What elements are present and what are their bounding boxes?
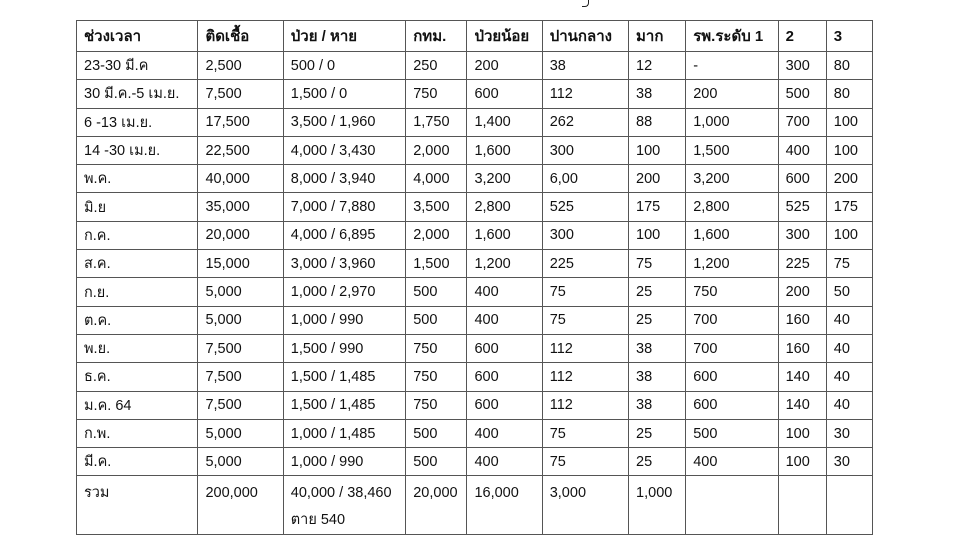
table-cell: 2,800	[686, 193, 778, 221]
table-cell: 7,500	[198, 334, 283, 362]
total-sick-recovered-cell	[283, 476, 405, 535]
table-cell: 300	[778, 52, 826, 80]
table-cell: 500	[778, 80, 826, 108]
total-hosp1-cell	[686, 476, 778, 535]
table-cell: 1,400	[467, 108, 542, 136]
table-cell: 500	[406, 306, 467, 334]
table-cell: 35,000	[198, 193, 283, 221]
table-cell: 38	[629, 363, 686, 391]
table-cell: 7,500	[198, 80, 283, 108]
table-cell: 4,000 / 3,430	[283, 136, 405, 164]
table-cell: 5,000	[198, 306, 283, 334]
table-cell: 225	[542, 250, 628, 278]
table-row	[77, 391, 873, 419]
table-row	[77, 136, 873, 164]
table-cell: 160	[778, 306, 826, 334]
table-cell: 500	[406, 419, 467, 447]
table-cell: 750	[686, 278, 778, 306]
page-corner-mark	[582, 0, 589, 7]
table-cell: 1,200	[467, 250, 542, 278]
table-cell: 30	[826, 448, 872, 476]
total-sick-recovered: 40,000 / 38,460	[290, 485, 392, 502]
column-header: ป่วย / หาย	[283, 21, 405, 52]
table-cell: 140	[778, 391, 826, 419]
table-cell: 400	[467, 419, 542, 447]
table-cell: 38	[542, 52, 628, 80]
total-hosp2-cell	[778, 476, 826, 535]
table-cell: 15,000	[198, 250, 283, 278]
table-cell: 1,000 / 2,970	[283, 278, 405, 306]
table-cell: 3,200	[467, 165, 542, 193]
table-cell: ก.พ.	[77, 419, 198, 447]
table-row	[77, 363, 873, 391]
table-cell: 500 / 0	[283, 52, 405, 80]
table-cell: 600	[467, 391, 542, 419]
table-cell: 400	[467, 306, 542, 334]
table-cell: มิ.ย	[77, 193, 198, 221]
column-header: ช่วงเวลา	[77, 21, 198, 52]
table-cell: 25	[629, 306, 686, 334]
table-cell: 100	[826, 108, 872, 136]
table-cell: 30 มี.ค.-5 เม.ย.	[77, 80, 198, 108]
table-cell: 262	[542, 108, 628, 136]
total-bangkok-cell: 20,000	[406, 476, 467, 535]
total-moderate-cell: 3,000	[542, 476, 628, 535]
column-header: ติดเชื้อ	[198, 21, 283, 52]
total-hosp3-cell	[826, 476, 872, 535]
table-cell: 112	[542, 363, 628, 391]
table-cell: 200	[686, 80, 778, 108]
table-cell: 100	[778, 448, 826, 476]
table-cell: 112	[542, 391, 628, 419]
column-header: รพ.ระดับ 1	[686, 21, 778, 52]
table-cell: 5,000	[198, 419, 283, 447]
table-cell: 1,000 / 990	[283, 448, 405, 476]
total-label-cell: รวม	[77, 476, 198, 535]
column-header: ป่วยน้อย	[467, 21, 542, 52]
table-cell: 750	[406, 391, 467, 419]
table-cell: 40	[826, 391, 872, 419]
table-cell: 100	[826, 221, 872, 249]
table-cell: 14 -30 เม.ย.	[77, 136, 198, 164]
table-cell: 30	[826, 419, 872, 447]
table-cell: ก.ย.	[77, 278, 198, 306]
table-cell: 1,500	[406, 250, 467, 278]
table-cell: 7,500	[198, 391, 283, 419]
table-cell: 100	[826, 136, 872, 164]
table-cell: 700	[686, 334, 778, 362]
table-cell: 1,500 / 1,485	[283, 363, 405, 391]
table-cell: 100	[629, 136, 686, 164]
table-cell: 75	[542, 278, 628, 306]
table-cell: 3,500 / 1,960	[283, 108, 405, 136]
table-cell: 300	[542, 221, 628, 249]
table-cell: 400	[686, 448, 778, 476]
table-body	[77, 52, 873, 476]
table-cell: 75	[542, 419, 628, 447]
table-cell: 200	[778, 278, 826, 306]
table-cell: 400	[467, 448, 542, 476]
table-row	[77, 448, 873, 476]
column-header: กทม.	[406, 21, 467, 52]
table-row	[77, 108, 873, 136]
header-row	[77, 21, 873, 52]
table-cell: 700	[778, 108, 826, 136]
table-cell: 400	[467, 278, 542, 306]
table-cell: 17,500	[198, 108, 283, 136]
table-cell: 80	[826, 52, 872, 80]
table-cell: 700	[686, 306, 778, 334]
table-cell: พ.ย.	[77, 334, 198, 362]
table-cell: 38	[629, 391, 686, 419]
total-deaths: ตาย 540	[290, 512, 346, 529]
table-cell: -	[686, 52, 778, 80]
table-cell: 600	[467, 363, 542, 391]
table-row	[77, 221, 873, 249]
table-cell: 300	[778, 221, 826, 249]
table-row	[77, 419, 873, 447]
table-cell: 100	[629, 221, 686, 249]
table-cell: 80	[826, 80, 872, 108]
table-cell: 600	[686, 391, 778, 419]
table-cell: ม.ค. 64	[77, 391, 198, 419]
table-cell: ธ.ค.	[77, 363, 198, 391]
table-cell: 600	[467, 80, 542, 108]
table-cell: 500	[406, 278, 467, 306]
table-cell: 400	[778, 136, 826, 164]
column-header: มาก	[629, 21, 686, 52]
table-cell: 20,000	[198, 221, 283, 249]
table-cell: 1,200	[686, 250, 778, 278]
table-cell: 75	[826, 250, 872, 278]
table-cell: 1,500 / 1,485	[283, 391, 405, 419]
table-cell: 4,000 / 6,895	[283, 221, 405, 249]
table-cell: 5,000	[198, 278, 283, 306]
table-row	[77, 306, 873, 334]
table-cell: 7,000 / 7,880	[283, 193, 405, 221]
table-cell: 175	[826, 193, 872, 221]
table-cell: 2,000	[406, 136, 467, 164]
table-cell: ต.ค.	[77, 306, 198, 334]
table-cell: 500	[406, 448, 467, 476]
table-cell: 8,000 / 3,940	[283, 165, 405, 193]
table-cell: 750	[406, 334, 467, 362]
table-row	[77, 165, 873, 193]
table-cell: 2,000	[406, 221, 467, 249]
total-mild-cell: 16,000	[467, 476, 542, 535]
total-infected-cell: 200,000	[198, 476, 283, 535]
total-severe-cell: 1,000	[629, 476, 686, 535]
table-row	[77, 80, 873, 108]
table-cell: 525	[778, 193, 826, 221]
table-cell: 112	[542, 80, 628, 108]
table-cell: 38	[629, 334, 686, 362]
table-cell: 1,600	[686, 221, 778, 249]
table-cell: 1,000 / 990	[283, 306, 405, 334]
table-cell: 112	[542, 334, 628, 362]
table-row	[77, 278, 873, 306]
table-cell: 600	[686, 363, 778, 391]
table-cell: 40	[826, 306, 872, 334]
table-cell: 25	[629, 278, 686, 306]
table-cell: 250	[406, 52, 467, 80]
table-cell: 1,500 / 990	[283, 334, 405, 362]
table-cell: 23-30 มี.ค	[77, 52, 198, 80]
table-cell: 2,800	[467, 193, 542, 221]
table-cell: 600	[467, 334, 542, 362]
table-cell: 4,000	[406, 165, 467, 193]
table-row	[77, 334, 873, 362]
table-cell: 7,500	[198, 363, 283, 391]
table-cell: 1,500 / 0	[283, 80, 405, 108]
table-cell: 200	[826, 165, 872, 193]
table-cell: 25	[629, 419, 686, 447]
table-cell: 40	[826, 334, 872, 362]
total-row	[77, 476, 873, 535]
table-cell: 12	[629, 52, 686, 80]
table-cell: ก.ค.	[77, 221, 198, 249]
table-cell: 750	[406, 363, 467, 391]
table-cell: 2,500	[198, 52, 283, 80]
table-cell: 500	[686, 419, 778, 447]
table-cell: 3,200	[686, 165, 778, 193]
table-cell: 750	[406, 80, 467, 108]
table-cell: 100	[778, 419, 826, 447]
table-cell: 88	[629, 108, 686, 136]
covid-projection-table	[76, 20, 873, 535]
table-cell: มี.ค.	[77, 448, 198, 476]
table-cell: 75	[542, 448, 628, 476]
table-cell: 1,000 / 1,485	[283, 419, 405, 447]
table-cell: 1,500	[686, 136, 778, 164]
table-cell: 525	[542, 193, 628, 221]
column-header: ปานกลาง	[542, 21, 628, 52]
table-cell: พ.ค.	[77, 165, 198, 193]
table-cell: 160	[778, 334, 826, 362]
table-cell: 225	[778, 250, 826, 278]
table-cell: 6 -13 เม.ย.	[77, 108, 198, 136]
table-cell: 75	[629, 250, 686, 278]
column-header: 2	[778, 21, 826, 52]
table-row	[77, 250, 873, 278]
table-cell: 5,000	[198, 448, 283, 476]
table-cell: 22,500	[198, 136, 283, 164]
table-row	[77, 52, 873, 80]
table-cell: 3,000 / 3,960	[283, 250, 405, 278]
table-cell: 600	[778, 165, 826, 193]
table-cell: ส.ค.	[77, 250, 198, 278]
table-cell: 3,500	[406, 193, 467, 221]
table-cell: 300	[542, 136, 628, 164]
column-header: 3	[826, 21, 872, 52]
table-cell: 200	[467, 52, 542, 80]
table-cell: 6,00	[542, 165, 628, 193]
table-row	[77, 193, 873, 221]
table-cell: 1,600	[467, 221, 542, 249]
table-cell: 25	[629, 448, 686, 476]
table-cell: 1,600	[467, 136, 542, 164]
table-cell: 40,000	[198, 165, 283, 193]
table-cell: 40	[826, 363, 872, 391]
table-cell: 1,000	[686, 108, 778, 136]
table-cell: 1,750	[406, 108, 467, 136]
table-cell: 175	[629, 193, 686, 221]
table-cell: 38	[629, 80, 686, 108]
table-cell: 50	[826, 278, 872, 306]
table-cell: 200	[629, 165, 686, 193]
table-cell: 75	[542, 306, 628, 334]
table-cell: 140	[778, 363, 826, 391]
